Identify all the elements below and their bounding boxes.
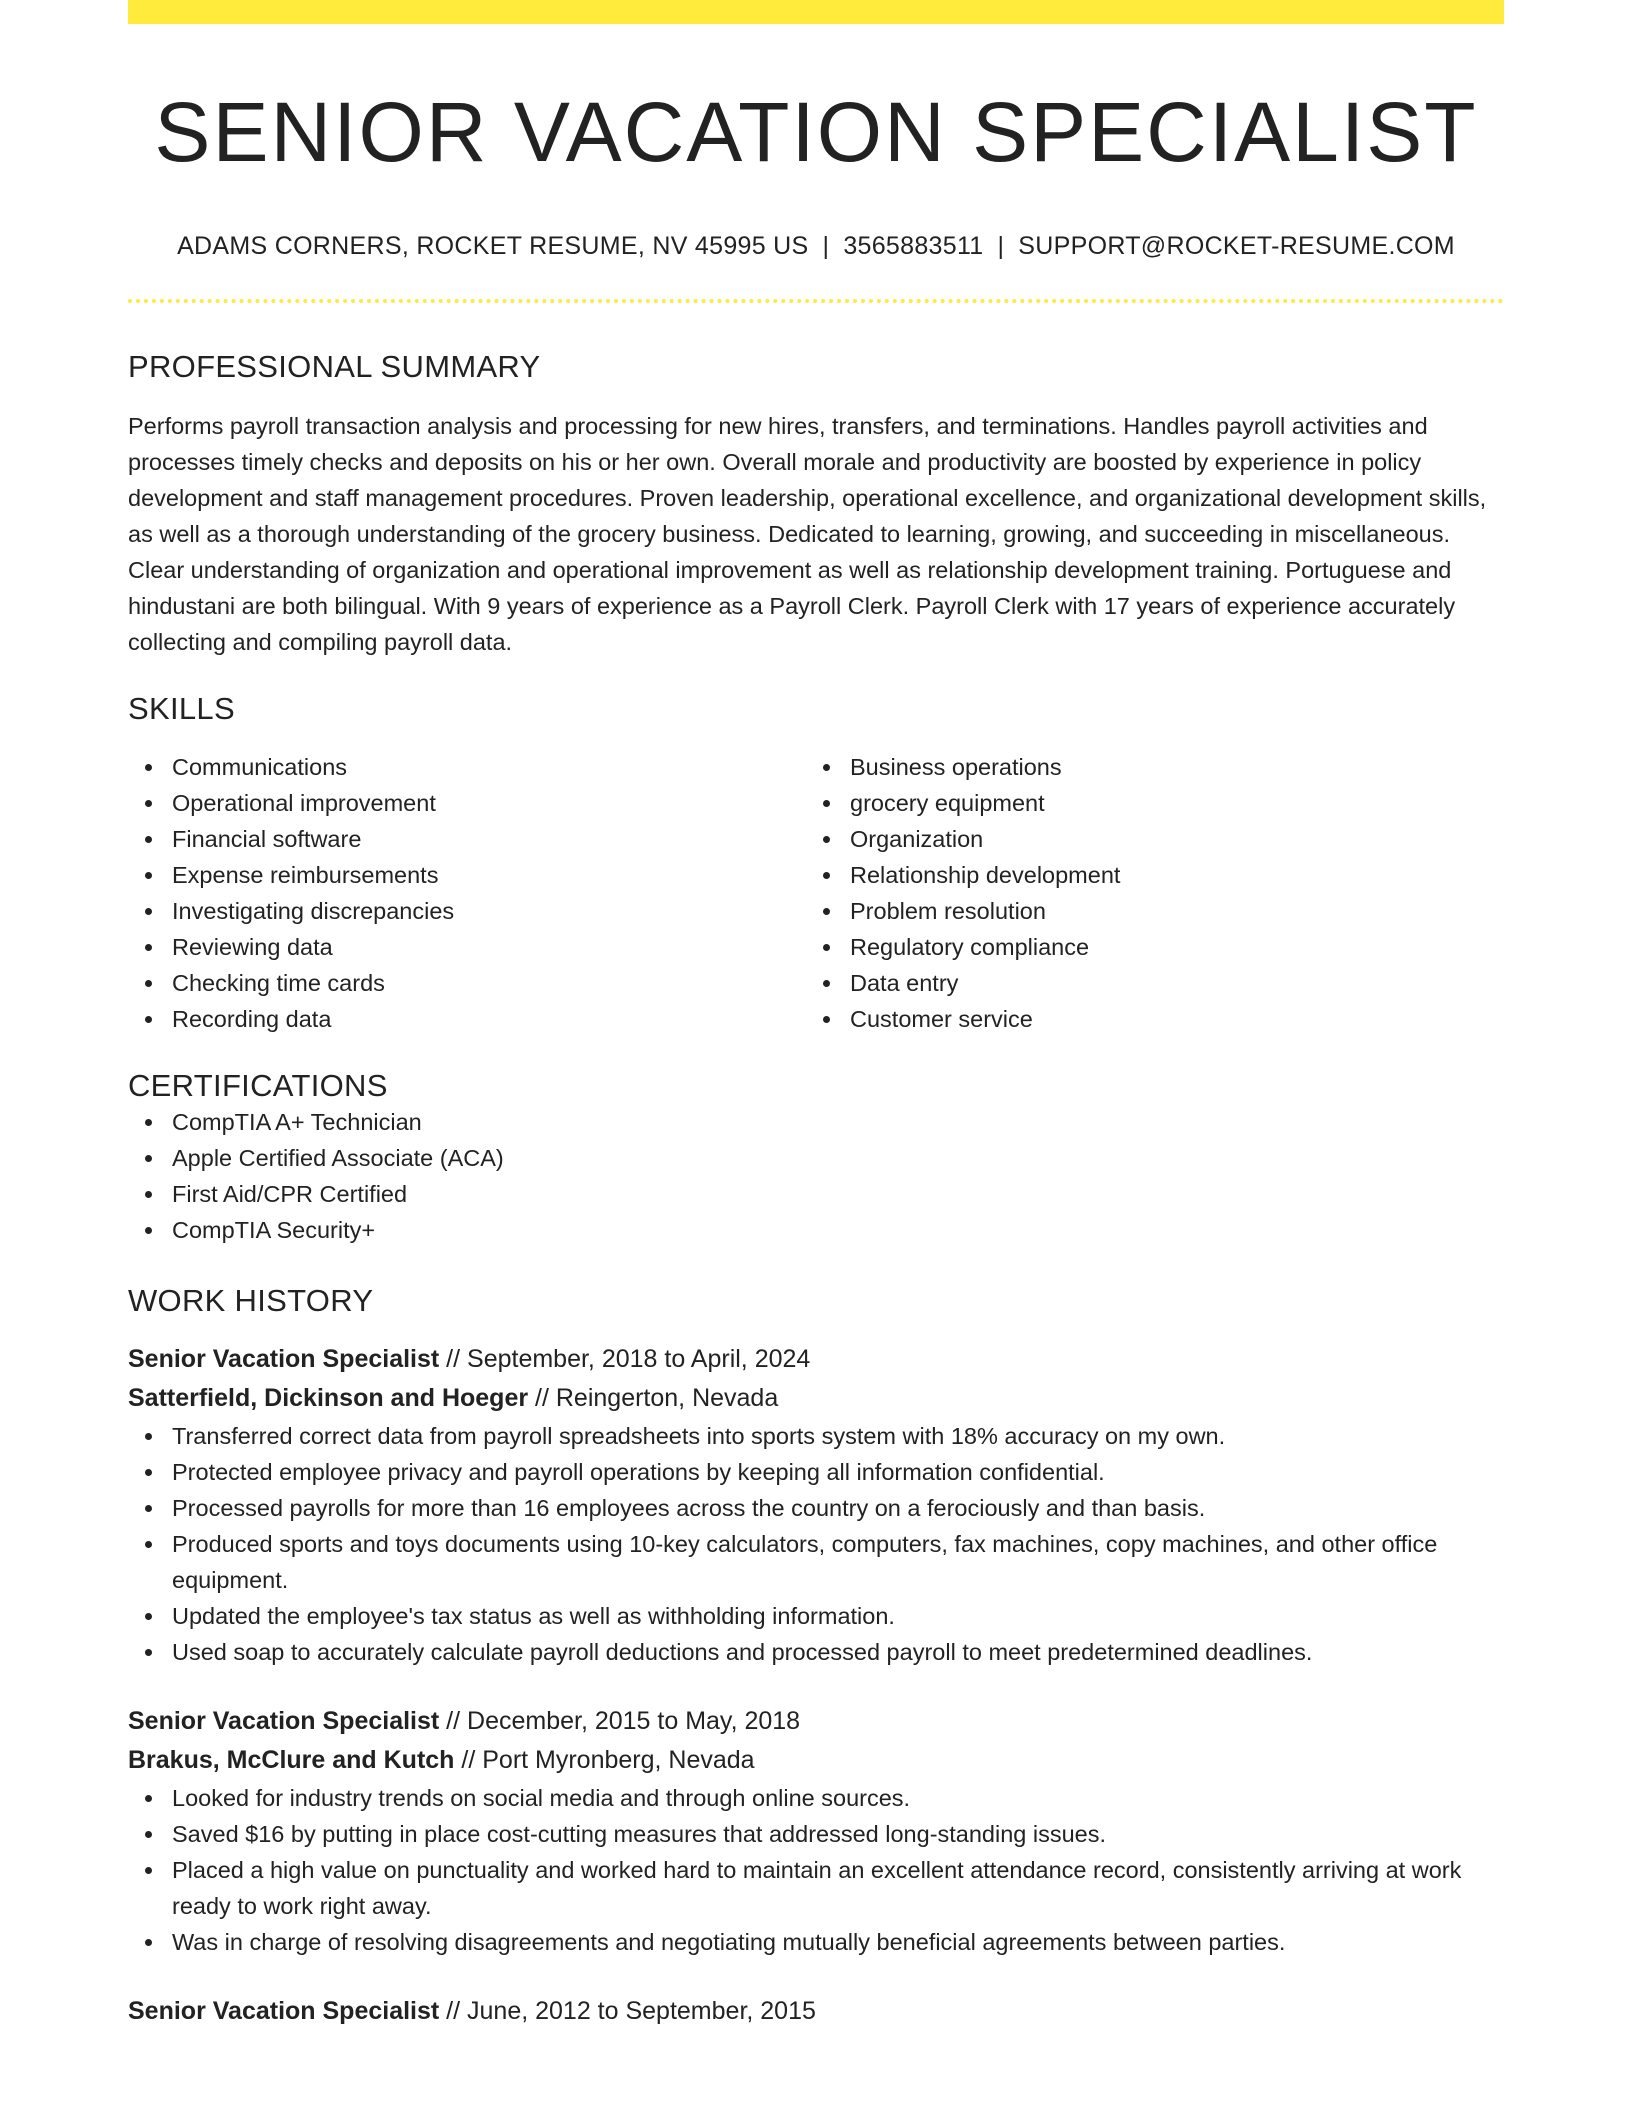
skill-item: Relationship development xyxy=(806,857,1484,893)
job-entry xyxy=(128,1992,1504,2031)
skill-item: Business operations xyxy=(806,749,1484,785)
skill-item: Expense reimbursements xyxy=(128,857,806,893)
job-duties-list xyxy=(128,1418,1504,1670)
skill-item: Operational improvement xyxy=(128,785,806,821)
job-duty: Transferred correct data from payroll spreadsheets into sports system with 18% accuracy on my own. xyxy=(128,1418,1504,1454)
job-company: Brakus, McClure and Kutch xyxy=(128,1745,455,1774)
skills-list-right xyxy=(806,749,1484,1037)
contact-separator: | xyxy=(997,231,1005,260)
job-company-line xyxy=(128,1741,1504,1780)
job-dates: // June, 2012 to September, 2015 xyxy=(439,1996,816,2025)
header-divider xyxy=(128,299,1504,303)
job-entry xyxy=(128,1340,1504,1670)
job-title-line xyxy=(128,1992,1504,2031)
job-entry xyxy=(128,1702,1504,1960)
skill-item: Reviewing data xyxy=(128,929,806,965)
skill-item: grocery equipment xyxy=(806,785,1484,821)
work-history-heading: WORK HISTORY xyxy=(128,1283,374,1319)
contact-separator: | xyxy=(822,231,830,260)
job-dates: // December, 2015 to May, 2018 xyxy=(439,1706,801,1735)
skill-item: Problem resolution xyxy=(806,893,1484,929)
job-title: Senior Vacation Specialist xyxy=(128,1996,440,2025)
job-duty: Processed payrolls for more than 16 employees across the country on a ferociously and than basis. xyxy=(128,1490,1504,1526)
skill-item: Checking time cards xyxy=(128,965,806,1001)
skill-item: Data entry xyxy=(806,965,1484,1001)
skill-item: Regulatory compliance xyxy=(806,929,1484,965)
job-dates: // September, 2018 to April, 2024 xyxy=(439,1344,811,1373)
skills-heading: SKILLS xyxy=(128,690,235,726)
certification-item: CompTIA Security+ xyxy=(128,1212,1504,1248)
certifications-list xyxy=(128,1104,1504,1248)
job-duty: Protected employee privacy and payroll operations by keeping all information confidential. xyxy=(128,1454,1504,1490)
summary-heading: PROFESSIONAL SUMMARY xyxy=(128,348,541,384)
job-duty: Looked for industry trends on social media and through online sources. xyxy=(128,1780,1504,1816)
skills-columns xyxy=(128,749,1504,1037)
job-duty: Updated the employee's tax status as well as withholding information. xyxy=(128,1598,1504,1634)
job-location: // Reingerton, Nevada xyxy=(528,1383,779,1412)
contact-address: ADAMS CORNERS, ROCKET RESUME, NV 45995 US xyxy=(177,231,809,260)
job-title: Senior Vacation Specialist xyxy=(128,1344,440,1373)
skill-item: Communications xyxy=(128,749,806,785)
top-accent-bar xyxy=(128,0,1504,24)
skill-item: Organization xyxy=(806,821,1484,857)
contact-email: SUPPORT@ROCKET-RESUME.COM xyxy=(1018,231,1455,260)
certification-item: First Aid/CPR Certified xyxy=(128,1176,1504,1212)
job-title-line xyxy=(128,1340,1504,1379)
job-duties-list xyxy=(128,1780,1504,1960)
job-title-line xyxy=(128,1702,1504,1741)
job-location: // Port Myronberg, Nevada xyxy=(454,1745,755,1774)
job-duty: Saved $16 by putting in place cost-cutting measures that addressed long-standing issues. xyxy=(128,1816,1504,1852)
job-title: Senior Vacation Specialist xyxy=(128,1706,440,1735)
job-duty: Was in charge of resolving disagreements and negotiating mutually beneficial agreements between parties. xyxy=(128,1924,1504,1960)
job-duty: Produced sports and toys documents using 10-key calculators, computers, fax machines, copy machines, and other office equipment. xyxy=(128,1526,1504,1598)
job-duty: Placed a high value on punctuality and worked hard to maintain an excellent attendance record, consistently arriving at work ready to work right away. xyxy=(128,1852,1504,1924)
contact-line xyxy=(128,231,1504,261)
job-company-line xyxy=(128,1379,1504,1418)
resume-page xyxy=(128,0,1504,2031)
page-title: SENIOR VACATION SPECIALIST xyxy=(154,85,1478,179)
skill-item: Customer service xyxy=(806,1001,1484,1037)
skill-item: Investigating discrepancies xyxy=(128,893,806,929)
certification-item: CompTIA A+ Technician xyxy=(128,1104,1504,1140)
summary-text: Performs payroll transaction analysis and processing for new hires, transfers, and terminations. Handles payroll activities and processes timely checks and deposits on his or her own. Overall morale and productivity are boosted by experience in policy development and staff management procedures. Proven leadership, operational excellence, and organizational development skills, as well as a thorough understanding of the grocery business. Dedicated to learning, growing, and succeeding in miscellaneous. Clear understanding of organization and operational improvement as well as relationship development training. Portuguese and hindustani are both bilingual. With 9 years of experience as a Payroll Clerk. Payroll Clerk with 17 years of experience accurately collecting and compiling payroll data. xyxy=(128,412,1487,655)
certifications-heading: CERTIFICATIONS xyxy=(128,1068,388,1104)
job-duty: Used soap to accurately calculate payroll deductions and processed payroll to meet predetermined deadlines. xyxy=(128,1634,1504,1670)
skills-list-left xyxy=(128,749,806,1037)
job-company: Satterfield, Dickinson and Hoeger xyxy=(128,1383,529,1412)
contact-phone: 3565883511 xyxy=(843,231,984,260)
skill-item: Financial software xyxy=(128,821,806,857)
certification-item: Apple Certified Associate (ACA) xyxy=(128,1140,1504,1176)
skill-item: Recording data xyxy=(128,1001,806,1037)
